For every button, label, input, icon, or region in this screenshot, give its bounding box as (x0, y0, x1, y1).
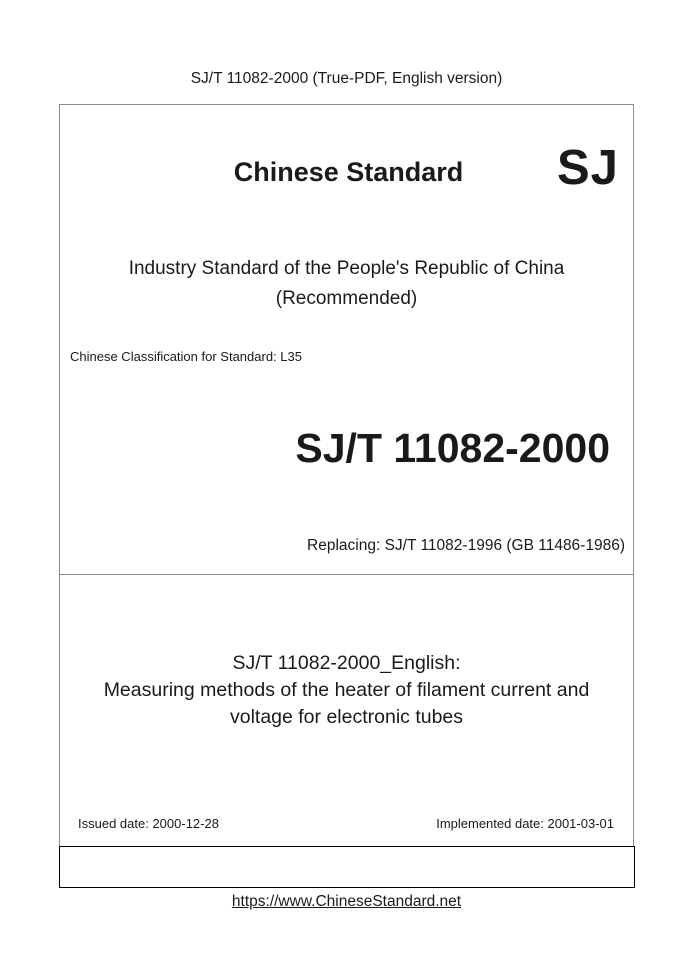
english-title-line-3: voltage for electronic tubes (229, 706, 464, 728)
classification: Chinese Classification for Standard: L35 (70, 349, 302, 364)
issued-date: Issued date: 2000-12-28 (78, 816, 219, 831)
english-title-line-1: SJ/T 11082-2000_English: (232, 652, 461, 674)
website-link[interactable]: https://www.ChineseStandard.net (231, 893, 462, 910)
english-title-line-2: Measuring methods of the heater of filament current and (103, 679, 590, 701)
footer (0, 893, 693, 911)
industry-line: Industry Standard of the People's Republic of China (128, 258, 565, 279)
cover-frame-bottom (59, 846, 635, 888)
sj-mark: SJ (557, 141, 619, 195)
standard-code: SJ/T 11082-2000 (295, 425, 610, 471)
recommended-label: (Recommended) (275, 288, 418, 309)
replacing-note: Replacing: SJ/T 11082-1996 (GB 11486-1986) (307, 537, 625, 554)
standard-title-text: Chinese Standard (233, 157, 464, 187)
implemented-date: Implemented date: 2001-03-01 (436, 816, 614, 831)
page-header: SJ/T 11082-2000 (True-PDF, English version) (190, 70, 503, 87)
english-title (59, 650, 634, 731)
